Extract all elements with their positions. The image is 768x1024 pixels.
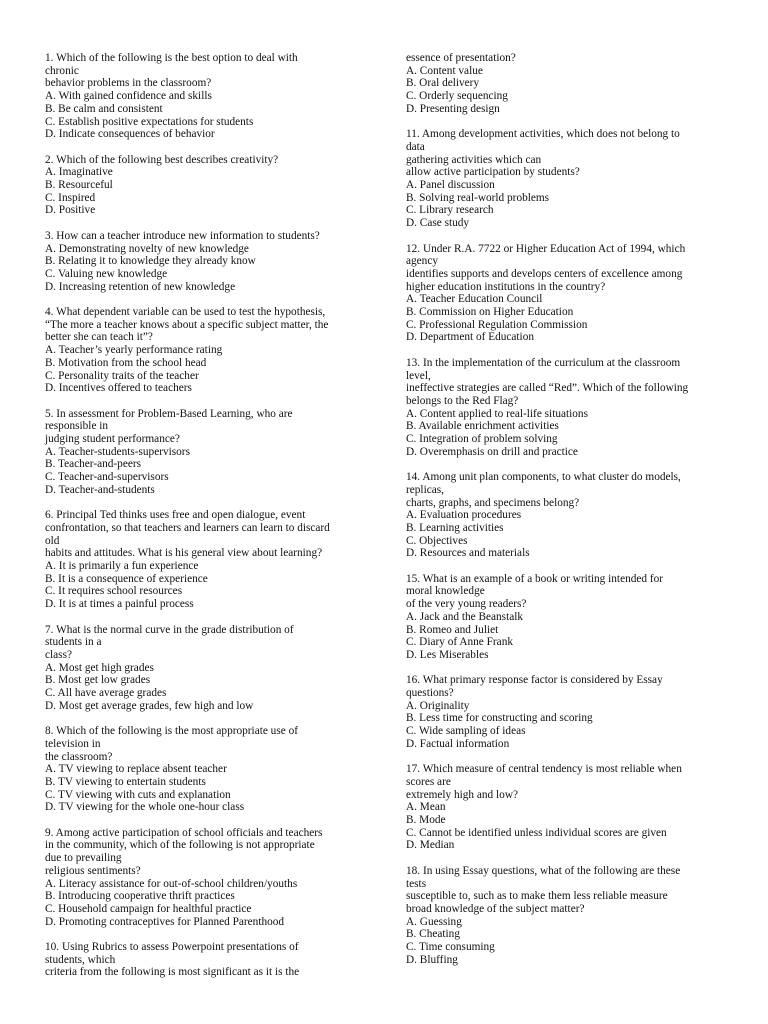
question-line: responsible in	[45, 420, 109, 433]
question-line: replicas,	[406, 483, 444, 496]
question-line: higher education institutions in the country?	[406, 280, 606, 293]
question-line: D. Increasing retention of new knowledge	[45, 280, 236, 293]
question-line: A. Guessing	[406, 915, 462, 928]
question-text: essence of presentation?	[406, 52, 516, 64]
question-text: 4. What dependent variable can be used to test the hypothesis,	[45, 306, 326, 319]
question-line: due to prevailing	[45, 852, 122, 865]
question-line: D. Median	[406, 839, 455, 852]
question-text: 14. Among unit plan components, to what cluster do models,	[406, 471, 681, 484]
question-line: B. Most get low grades	[45, 674, 151, 687]
question-line: B. Relating it to knowledge they already know	[45, 255, 256, 268]
question-spacer	[45, 217, 365, 230]
question-block	[406, 128, 726, 230]
question-line: tests	[406, 877, 427, 890]
question-line: C. Library research	[406, 204, 494, 217]
question-line: D. Most get average grades, few high and low	[45, 699, 254, 712]
question-spacer	[45, 928, 365, 941]
question-line: moral knowledge	[406, 585, 485, 598]
question-line: C. Wide sampling of ideas	[406, 725, 526, 738]
question-line: broad knowledge of the subject matter?	[406, 902, 585, 915]
question-line: B. Oral delivery	[406, 77, 480, 90]
question-spacer	[406, 344, 726, 357]
question-text: 3. How can a teacher introduce new information to students?	[45, 229, 320, 242]
question-spacer	[45, 814, 365, 827]
question-spacer	[45, 497, 365, 510]
question-line: C. Time consuming	[406, 941, 495, 954]
question-block	[406, 573, 726, 662]
question-line: susceptible to, such as to make them less reliable measure	[406, 890, 668, 903]
question-text: 15. What is an example of a book or writing intended for	[406, 572, 664, 585]
question-line: of the very young readers?	[406, 598, 527, 611]
question-line: D. Promoting contraceptives for Planned Parenthood	[45, 915, 285, 928]
question-text: 17. Which measure of central tendency is most reliable when	[406, 763, 682, 776]
question-line: C. Orderly sequencing	[406, 90, 508, 103]
question-line: criteria from the following is most significant as it is the	[45, 966, 300, 979]
question-line: D. Factual information	[406, 737, 510, 750]
question-line: identifies supports and develops centers of excellence among	[406, 267, 683, 280]
question-line: C. Teacher-and-supervisors	[45, 471, 169, 484]
question-line: B. Mode	[406, 814, 446, 827]
question-text: 10. Using Rubrics to assess Powerpoint presentations of	[45, 941, 299, 954]
question-block	[45, 408, 365, 497]
question-line: C. TV viewing with cuts and explanation	[45, 788, 231, 801]
question-line: B. Romeo and Juliet	[406, 623, 499, 636]
question-text: 13. In the implementation of the curriculum at the classroom	[406, 356, 681, 369]
question-line: judging student performance?	[45, 433, 180, 446]
question-spacer	[45, 611, 365, 624]
question-line: habits and attitudes. What is his general view about learning?	[45, 547, 323, 560]
question-line: D. Incentives offered to teachers	[45, 382, 192, 395]
question-block	[406, 357, 726, 459]
question-line: D. It is at times a painful process	[45, 598, 194, 611]
question-spacer	[406, 458, 726, 471]
question-block	[45, 624, 365, 713]
question-line: B. Introducing cooperative thrift practices	[45, 890, 235, 903]
question-line: better she can teach it”?	[45, 331, 153, 344]
question-text: 16. What primary response factor is considered by Essay	[406, 674, 663, 687]
question-text: 12. Under R.A. 7722 or Higher Education Act of 1994, which	[406, 242, 686, 255]
question-line: B. Less time for constructing and scoring	[406, 712, 593, 725]
question-line: students, which	[45, 953, 116, 966]
question-line: D. Les Miserables	[406, 648, 489, 661]
left-column	[45, 52, 365, 979]
question-block	[45, 509, 365, 611]
question-line: D. Department of Education	[406, 331, 534, 344]
question-block	[406, 763, 726, 852]
question-spacer	[45, 395, 365, 408]
question-spacer	[406, 852, 726, 865]
right-column	[406, 52, 726, 967]
question-line: scores are	[406, 775, 451, 788]
question-line: allow active participation by students?	[406, 166, 580, 179]
question-line: C. Objectives	[406, 534, 468, 547]
question-line: A. Literacy assistance for out-of-school children/youths	[45, 877, 298, 890]
question-line: A. Mean	[406, 801, 446, 814]
question-text: 2. Which of the following best describes creativity?	[45, 153, 279, 166]
question-block	[45, 230, 365, 294]
question-line: A. Teacher-students-supervisors	[45, 445, 190, 458]
question-line: B. Cheating	[406, 928, 460, 941]
question-spacer	[406, 560, 726, 573]
question-line: A. Imaginative	[45, 166, 113, 179]
question-line: D. Teacher-and-students	[45, 483, 155, 496]
question-spacer	[406, 662, 726, 675]
question-text: 8. Which of the following is the most appropriate use of	[45, 725, 298, 738]
question-block	[45, 827, 365, 929]
question-line: B. It is a consequence of experience	[45, 572, 208, 585]
question-spacer	[45, 712, 365, 725]
question-line: B. Resourceful	[45, 179, 113, 192]
question-line: A. TV viewing to replace absent teacher	[45, 763, 227, 776]
question-line: in the community, which of the following is not appropriate	[45, 839, 315, 852]
question-text: 18. In using Essay questions, what of the following are these	[406, 864, 681, 877]
question-line: A. Most get high grades	[45, 661, 154, 674]
question-line: agency	[406, 255, 438, 268]
question-line: charts, graphs, and specimens belong?	[406, 496, 580, 509]
question-text: 1. Which of the following is the best option to deal with	[45, 52, 298, 64]
question-line: chronic	[45, 64, 79, 77]
question-text: 9. Among active participation of school officials and teachers	[45, 826, 323, 839]
question-line: A. Jack and the Beanstalk	[406, 610, 524, 623]
question-line: A. Teacher’s yearly performance rating	[45, 344, 223, 357]
question-spacer	[45, 293, 365, 306]
question-line: television in	[45, 737, 101, 750]
question-line: behavior problems in the classroom?	[45, 77, 212, 90]
question-line: C. Personality traits of the teacher	[45, 369, 199, 382]
question-line: A. It is primarily a fun experience	[45, 560, 199, 573]
question-line: B. Motivation from the school head	[45, 356, 207, 369]
question-block	[45, 941, 365, 979]
question-line: D. Resources and materials	[406, 547, 530, 560]
question-line: A. Evaluation procedures	[406, 509, 522, 522]
question-text: 5. In assessment for Problem-Based Learning, who are	[45, 407, 293, 420]
question-line: A. Content applied to real-life situations	[406, 407, 588, 420]
question-line: C. Establish positive expectations for students	[45, 115, 254, 128]
question-line: C. Professional Regulation Commission	[406, 318, 588, 331]
question-line: C. Cannot be identified unless individual scores are given	[406, 826, 667, 839]
question-line: confrontation, so that teachers and learners can learn to discard	[45, 521, 330, 534]
question-block	[45, 154, 365, 218]
question-block	[406, 674, 726, 750]
question-line: B. Commission on Higher Education	[406, 306, 574, 319]
question-line: the classroom?	[45, 750, 113, 763]
question-spacer	[406, 230, 726, 243]
question-text: 11. Among development activities, which does not belong to	[406, 128, 680, 141]
question-line: data	[406, 140, 425, 153]
question-line: A. Panel discussion	[406, 179, 495, 192]
question-line: B. Teacher-and-peers	[45, 458, 142, 471]
question-line: A. With gained confidence and skills	[45, 90, 212, 103]
question-line: B. Solving real-world problems	[406, 191, 550, 204]
question-line: C. All have average grades	[45, 687, 167, 700]
question-line: A. Content value	[406, 64, 483, 77]
question-line: D. Bluffing	[406, 953, 458, 966]
question-line: D. Indicate consequences of behavior	[45, 128, 215, 141]
question-line: gathering activities which can	[406, 153, 542, 166]
question-line: D. Overemphasis on drill and practice	[406, 445, 578, 458]
question-line: B. Available enrichment activities	[406, 420, 559, 433]
question-text: 6. Principal Ted thinks uses free and open dialogue, event	[45, 509, 306, 522]
question-block	[45, 725, 365, 814]
question-line: A. Demonstrating novelty of new knowledge	[45, 242, 249, 255]
question-line: B. Be calm and consistent	[45, 102, 163, 115]
question-line: C. Inspired	[45, 191, 96, 204]
question-spacer	[45, 141, 365, 154]
question-spacer	[406, 116, 726, 129]
question-block	[406, 471, 726, 560]
question-spacer	[406, 751, 726, 764]
question-line: A. Originality	[406, 699, 470, 712]
question-line: D. Case study	[406, 217, 470, 230]
question-line: class?	[45, 648, 72, 661]
question-line: C. Diary of Anne Frank	[406, 636, 513, 649]
question-line: C. Household campaign for healthful practice	[45, 902, 252, 915]
question-text: 7. What is the normal curve in the grade distribution of	[45, 623, 294, 636]
question-line: students in a	[45, 636, 102, 649]
question-line: belongs to the Red Flag?	[406, 394, 519, 407]
question-line: level,	[406, 369, 431, 382]
question-block	[406, 52, 726, 116]
question-line: “The more a teacher knows about a specific subject matter, the	[45, 318, 329, 331]
question-line: religious sentiments?	[45, 864, 141, 877]
question-line: D. Presenting design	[406, 102, 500, 115]
question-line: C. Valuing new knowledge	[45, 267, 168, 280]
question-line: extremely high and low?	[406, 788, 518, 801]
question-line: ineffective strategies are called “Red”. Which of the following	[406, 382, 689, 395]
question-line: A. Teacher Education Council	[406, 293, 543, 306]
question-line: old	[45, 534, 60, 547]
question-line: C. It requires school resources	[45, 585, 183, 598]
question-block	[45, 52, 365, 141]
question-line: D. Positive	[45, 204, 96, 217]
question-block	[45, 306, 365, 395]
question-block	[406, 243, 726, 345]
question-line: B. TV viewing to entertain students	[45, 775, 206, 788]
question-line: C. Integration of problem solving	[406, 433, 558, 446]
question-line: questions?	[406, 687, 454, 700]
question-block	[406, 865, 726, 967]
question-line: D. TV viewing for the whole one-hour class	[45, 801, 245, 814]
question-line: B. Learning activities	[406, 521, 504, 534]
